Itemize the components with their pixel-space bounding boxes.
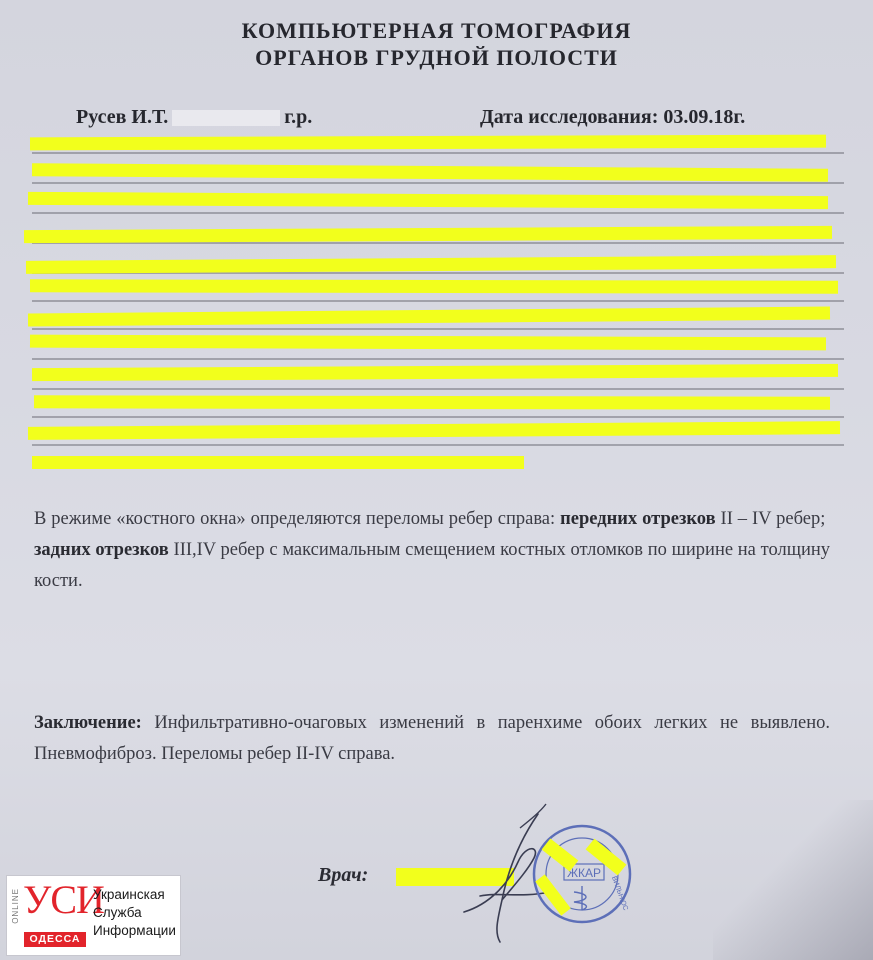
ghost-text-line (32, 416, 844, 418)
redaction-bar (28, 192, 828, 209)
exam-date-value: 03.09.18г. (663, 106, 746, 128)
ghost-text-line (32, 328, 844, 330)
exam-date-line (480, 106, 745, 129)
redacted-findings-block (24, 132, 844, 477)
stamp-secondary-text: ВИЛЬНЮС (609, 875, 629, 912)
patient-name: Русев И.Т. (76, 106, 169, 128)
anterior-ribs: II – IV ребер; (720, 509, 826, 529)
conclusion-label: Заключение: (34, 713, 142, 733)
posterior-segments-label: задних отрезков (34, 540, 169, 560)
redaction-bar (30, 335, 826, 351)
posterior-ribs-description: III,IV ребер с максимальным смещением костных отломков по ширине на толщину кости. (34, 540, 830, 591)
redaction-bar (32, 163, 828, 182)
redaction-bar (28, 307, 830, 327)
logo-tagline-line2: Служба (93, 905, 142, 920)
ghost-text-line (32, 444, 844, 446)
bone-window-intro: В режиме «костного окна» определяются переломы ребер справа: (34, 509, 556, 529)
usi-watermark-logo (6, 875, 181, 956)
patient-line (76, 106, 312, 129)
document-title-line2: ОРГАНОВ ГРУДНОЙ ПОЛОСТИ (255, 45, 618, 70)
redaction-bar (34, 395, 830, 409)
ghost-text-line (32, 152, 844, 154)
ghost-text-line (32, 358, 844, 360)
redaction-bar (24, 226, 832, 243)
logo-tagline-line3: Информации (93, 923, 176, 938)
birthdate-redaction (172, 110, 280, 126)
redaction-bar (32, 364, 838, 381)
conclusion-text: Инфильтративно-очаговых изменений в паренхиме обоих легких не выявлено. Пневмофиброз. Переломы ребер II-IV справа. (34, 713, 830, 764)
ghost-text-line (32, 388, 844, 390)
ghost-text-line (32, 300, 844, 302)
logo-city-badge: ОДЕССА (24, 932, 86, 947)
redaction-bar (30, 135, 826, 151)
exam-date-label: Дата исследования: (480, 106, 659, 128)
ghost-text-line (32, 212, 844, 214)
logo-tagline (93, 886, 176, 940)
document-title-line1: КОМПЬЮТЕРНАЯ ТОМОГРАФИЯ (241, 18, 632, 43)
patient-birth-suffix: г.р. (284, 106, 313, 128)
bone-window-paragraph (34, 504, 830, 597)
redaction-bar (32, 456, 524, 469)
redaction-bar (28, 421, 840, 440)
redaction-bar (30, 279, 838, 293)
logo-brand: УСИ (23, 877, 104, 922)
page-shadow (713, 800, 873, 960)
conclusion-paragraph (34, 708, 830, 770)
stamp-text: ЖКАР (566, 866, 602, 880)
logo-online-label: ONLINE (11, 888, 20, 924)
clinic-stamp (530, 822, 634, 926)
anterior-segments-label: передних отрезков (560, 509, 716, 529)
doctor-label: Врач: (318, 864, 369, 886)
logo-tagline-line1: Украинская (93, 887, 165, 902)
ghost-text-line (32, 182, 844, 184)
